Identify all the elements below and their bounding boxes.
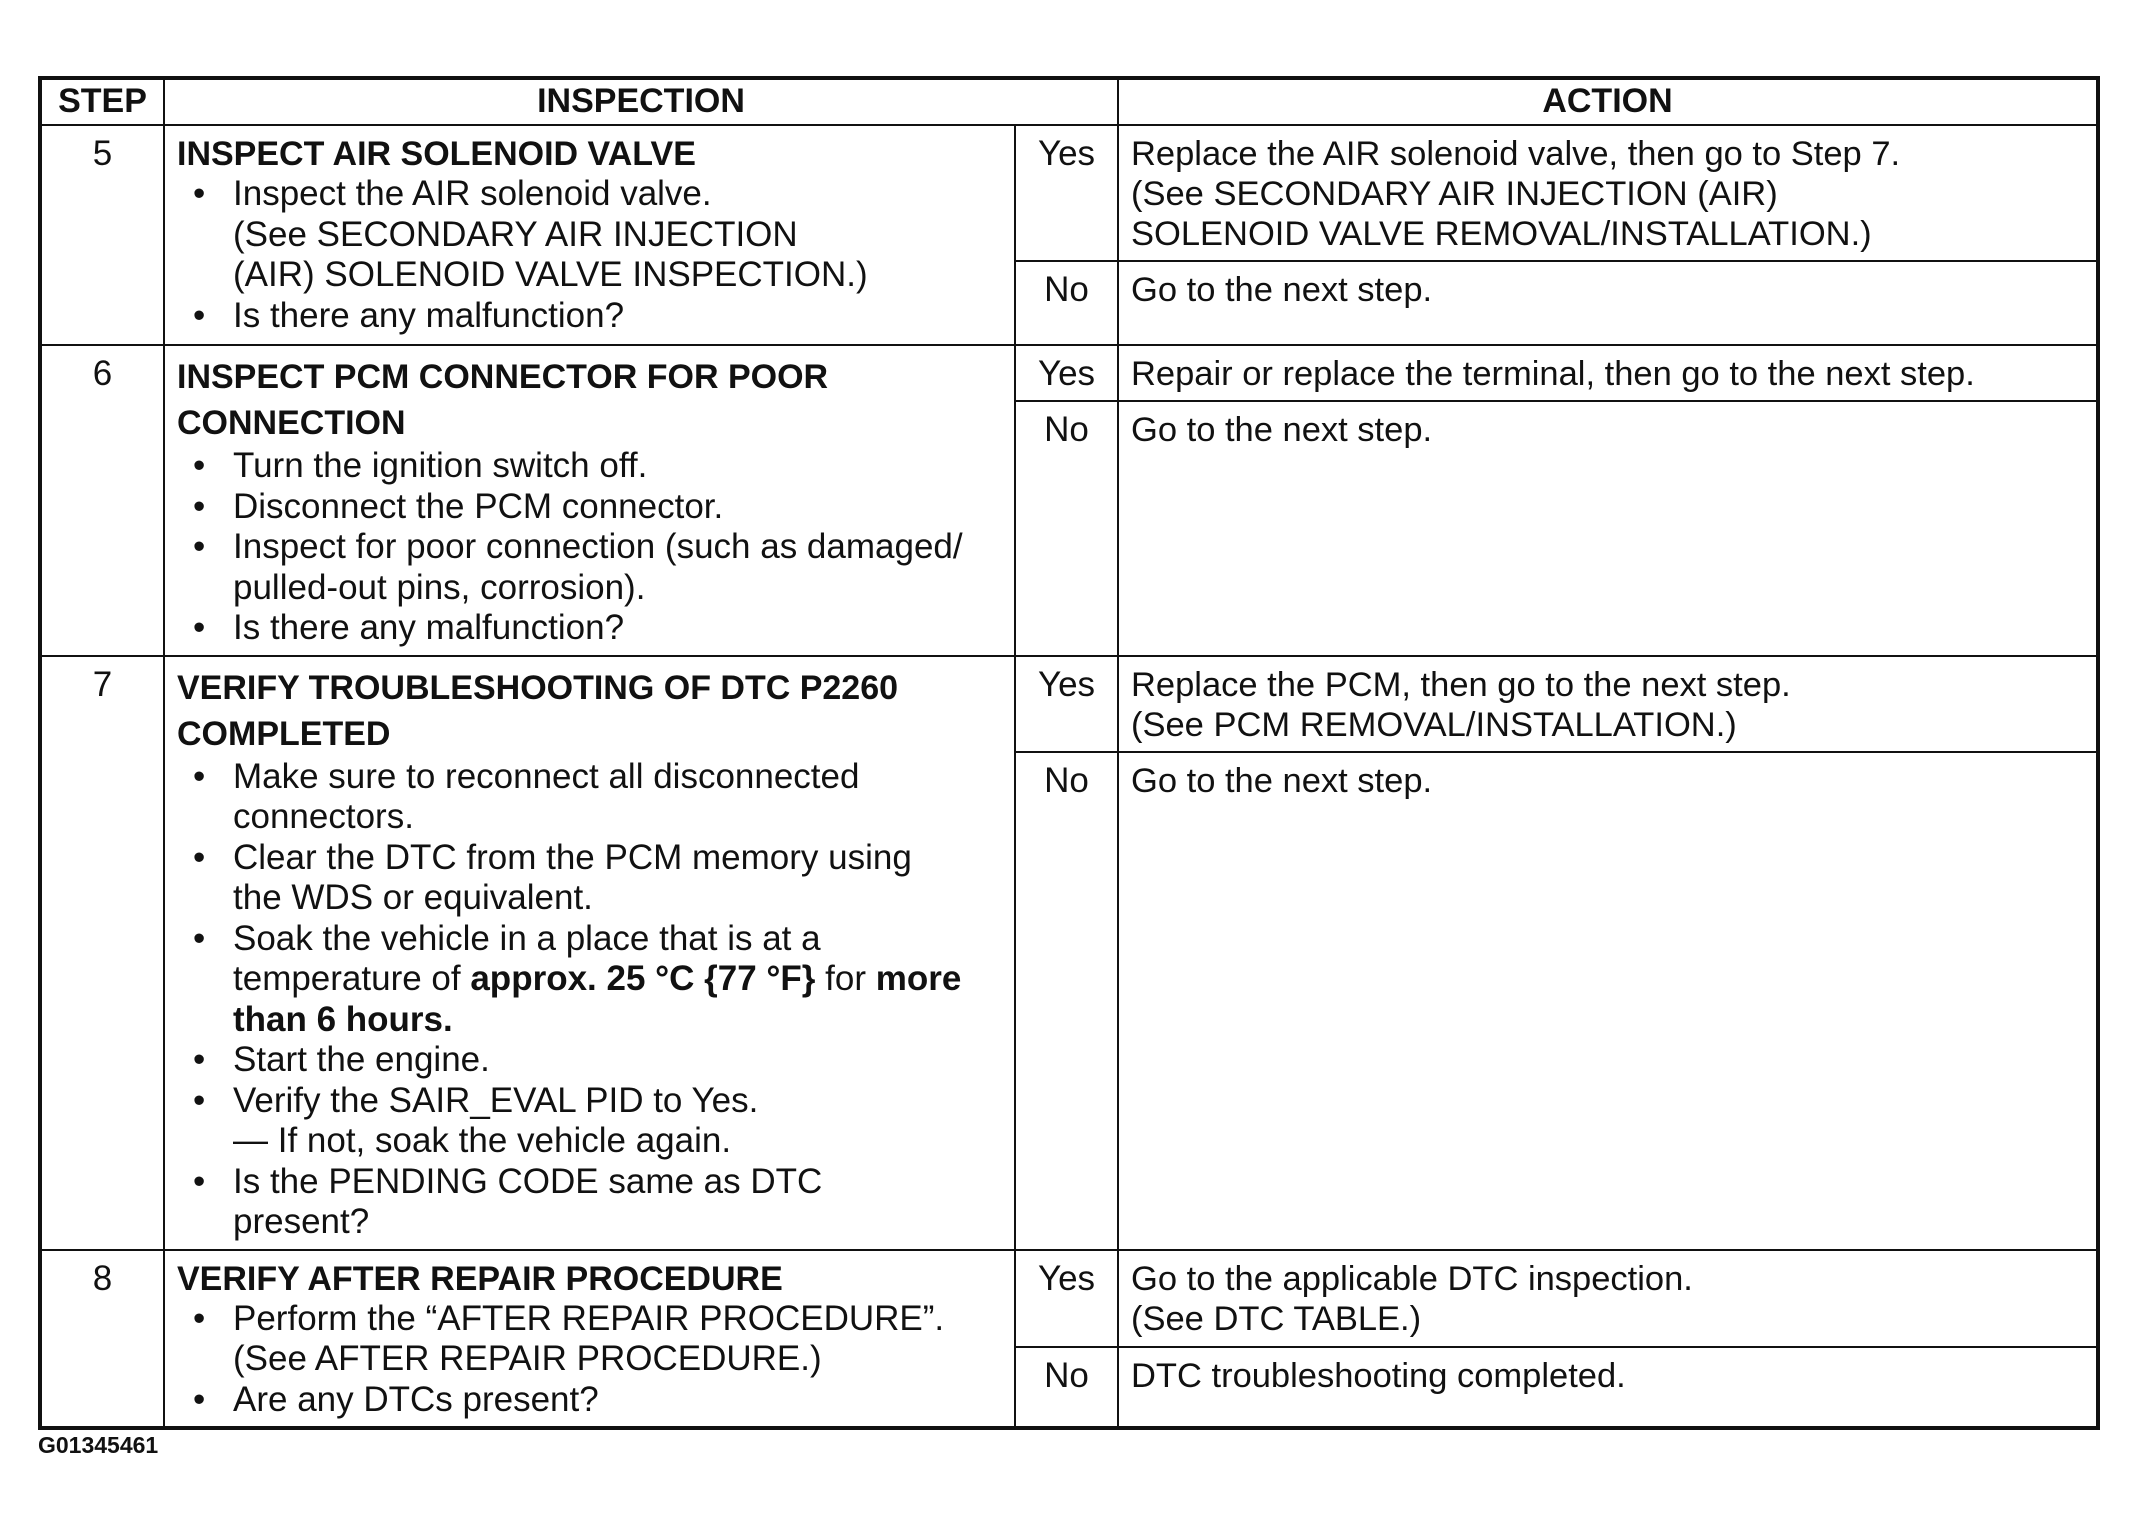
bold-temperature: approx. 25 °C {77 °F} — [470, 959, 816, 998]
no-label: No — [1015, 752, 1118, 1249]
header-step: STEP — [40, 78, 164, 125]
no-action — [1118, 261, 2098, 345]
figure-id: G01345461 — [38, 1432, 159, 1458]
title-line: VERIFY TROUBLESHOOTING OF DTC P2260 — [177, 668, 899, 707]
bullet-text: (AIR) SOLENOID VALVE INSPECTION.) — [233, 255, 868, 294]
inspection-cell — [164, 1250, 1015, 1429]
bullet-item — [233, 757, 1006, 838]
no-label: No — [1015, 261, 1118, 345]
no-label: No — [1015, 401, 1118, 655]
bullet-text: pulled-out pins, corrosion). — [233, 567, 646, 607]
bullet-item: • Are any DTCs present? — [233, 1380, 1006, 1421]
bullet-item: • Is there any malfunction? — [233, 608, 1006, 649]
action-line: SOLENOID VALVE REMOVAL/INSTALLATION.) — [1131, 215, 1872, 253]
step-7-yes-row — [40, 656, 2098, 753]
inspection-title — [177, 665, 1006, 757]
bullet-item — [233, 1081, 1006, 1162]
bullet-text: (See SECONDARY AIR INJECTION — [233, 214, 798, 254]
yes-label: Yes — [1015, 656, 1118, 753]
action-line: Go to the next step. — [1131, 411, 1433, 450]
yes-action — [1118, 656, 2098, 753]
yes-action — [1118, 125, 2098, 261]
bullet-text: Inspect the AIR solenoid valve. — [233, 174, 712, 213]
header-action: ACTION — [1118, 78, 2098, 125]
bullet-text: Clear the DTC from the PCM memory using — [233, 837, 912, 877]
bullet-text: temperature of — [233, 959, 471, 998]
bullet-text: (See AFTER REPAIR PROCEDURE.) — [233, 1339, 822, 1378]
inspection-bullets — [177, 1299, 1006, 1421]
action-line: Replace the PCM, then go to the next step. — [1131, 665, 1791, 704]
bullet-item — [233, 919, 1006, 1041]
inspection-bullets — [177, 446, 1006, 649]
inspection-bullets — [177, 757, 1006, 1243]
action-line: (See DTC TABLE.) — [1131, 1299, 1422, 1338]
bullet-text — [233, 959, 1006, 1000]
action-line: Repair or replace the terminal, then go to the next step. — [1131, 355, 1975, 393]
no-action — [1118, 752, 2098, 1249]
step-number: 8 — [40, 1250, 164, 1429]
bullet-text: Is the PENDING CODE same as DTC — [233, 1161, 823, 1201]
yes-label: Yes — [1015, 345, 1118, 401]
bold-duration: than 6 hours. — [233, 999, 453, 1039]
bullet-text: the WDS or equivalent. — [233, 878, 593, 917]
bullet-text: Make sure to reconnect all disconnected — [233, 756, 860, 796]
bullet-text: connectors. — [233, 797, 414, 836]
action-line: (See SECONDARY AIR INJECTION (AIR) — [1131, 175, 1778, 213]
bullet-item — [233, 1162, 1006, 1243]
step-6-yes-row — [40, 345, 2098, 401]
bullet-text: Perform the “AFTER REPAIR PROCEDURE”. — [233, 1298, 945, 1338]
yes-action — [1118, 345, 2098, 401]
header-row — [40, 78, 2098, 125]
step-number: 5 — [40, 125, 164, 345]
bold-duration: more — [875, 959, 962, 998]
yes-label: Yes — [1015, 125, 1118, 261]
no-label: No — [1015, 1347, 1118, 1428]
action-line: Go to the next step. — [1131, 271, 1433, 309]
action-line: (See PCM REMOVAL/INSTALLATION.) — [1131, 705, 1737, 744]
bullet-item — [233, 1299, 1006, 1380]
bullet-item: • Start the engine. — [233, 1040, 1006, 1081]
bullet-item: • Is there any malfunction? — [233, 296, 1006, 337]
step-5-yes-row — [40, 125, 2098, 261]
bullet-item: • Disconnect the PCM connector. — [233, 487, 1006, 528]
bullet-item: • Turn the ignition switch off. — [233, 446, 1006, 487]
bullet-text: Verify the SAIR_EVAL PID to Yes. — [233, 1080, 759, 1120]
step-number: 6 — [40, 345, 164, 656]
bullet-text: Inspect for poor connection (such as damaged/ — [233, 527, 963, 566]
bullet-text: for — [815, 959, 876, 998]
no-action — [1118, 401, 2098, 655]
title-line: INSPECT PCM CONNECTOR FOR POOR — [177, 358, 829, 396]
inspection-bullets — [177, 174, 1006, 336]
yes-label: Yes — [1015, 1250, 1118, 1347]
dtc-troubleshooting-table — [38, 76, 2100, 1430]
step-8-yes-row — [40, 1250, 2098, 1347]
bullet-text: Soak the vehicle in a place that is at a — [233, 918, 821, 958]
bullet-item — [233, 838, 1006, 919]
action-line: Replace the AIR solenoid valve, then go to Step 7. — [1131, 135, 1901, 173]
action-line: DTC troubleshooting completed. — [1131, 1356, 1626, 1395]
sub-note: — If not, soak the vehicle again. — [233, 1121, 732, 1160]
document — [38, 76, 2096, 1430]
action-line: Go to the applicable DTC inspection. — [1131, 1259, 1693, 1298]
inspection-title — [177, 354, 1006, 446]
title-line: COMPLETED — [177, 714, 391, 753]
inspection-cell — [164, 345, 1015, 656]
action-line: Go to the next step. — [1131, 762, 1433, 801]
inspection-cell — [164, 125, 1015, 345]
inspection-title: INSPECT AIR SOLENOID VALVE — [177, 135, 696, 173]
step-number: 7 — [40, 656, 164, 1250]
title-line: CONNECTION — [177, 404, 406, 442]
bullet-text: present? — [233, 1202, 370, 1241]
yes-action — [1118, 1250, 2098, 1347]
bullet-item — [233, 174, 1006, 296]
bullet-item — [233, 527, 1006, 608]
header-inspection: INSPECTION — [164, 78, 1118, 125]
no-action — [1118, 1347, 2098, 1428]
inspection-cell — [164, 656, 1015, 1250]
inspection-title: VERIFY AFTER REPAIR PROCEDURE — [177, 1259, 783, 1298]
